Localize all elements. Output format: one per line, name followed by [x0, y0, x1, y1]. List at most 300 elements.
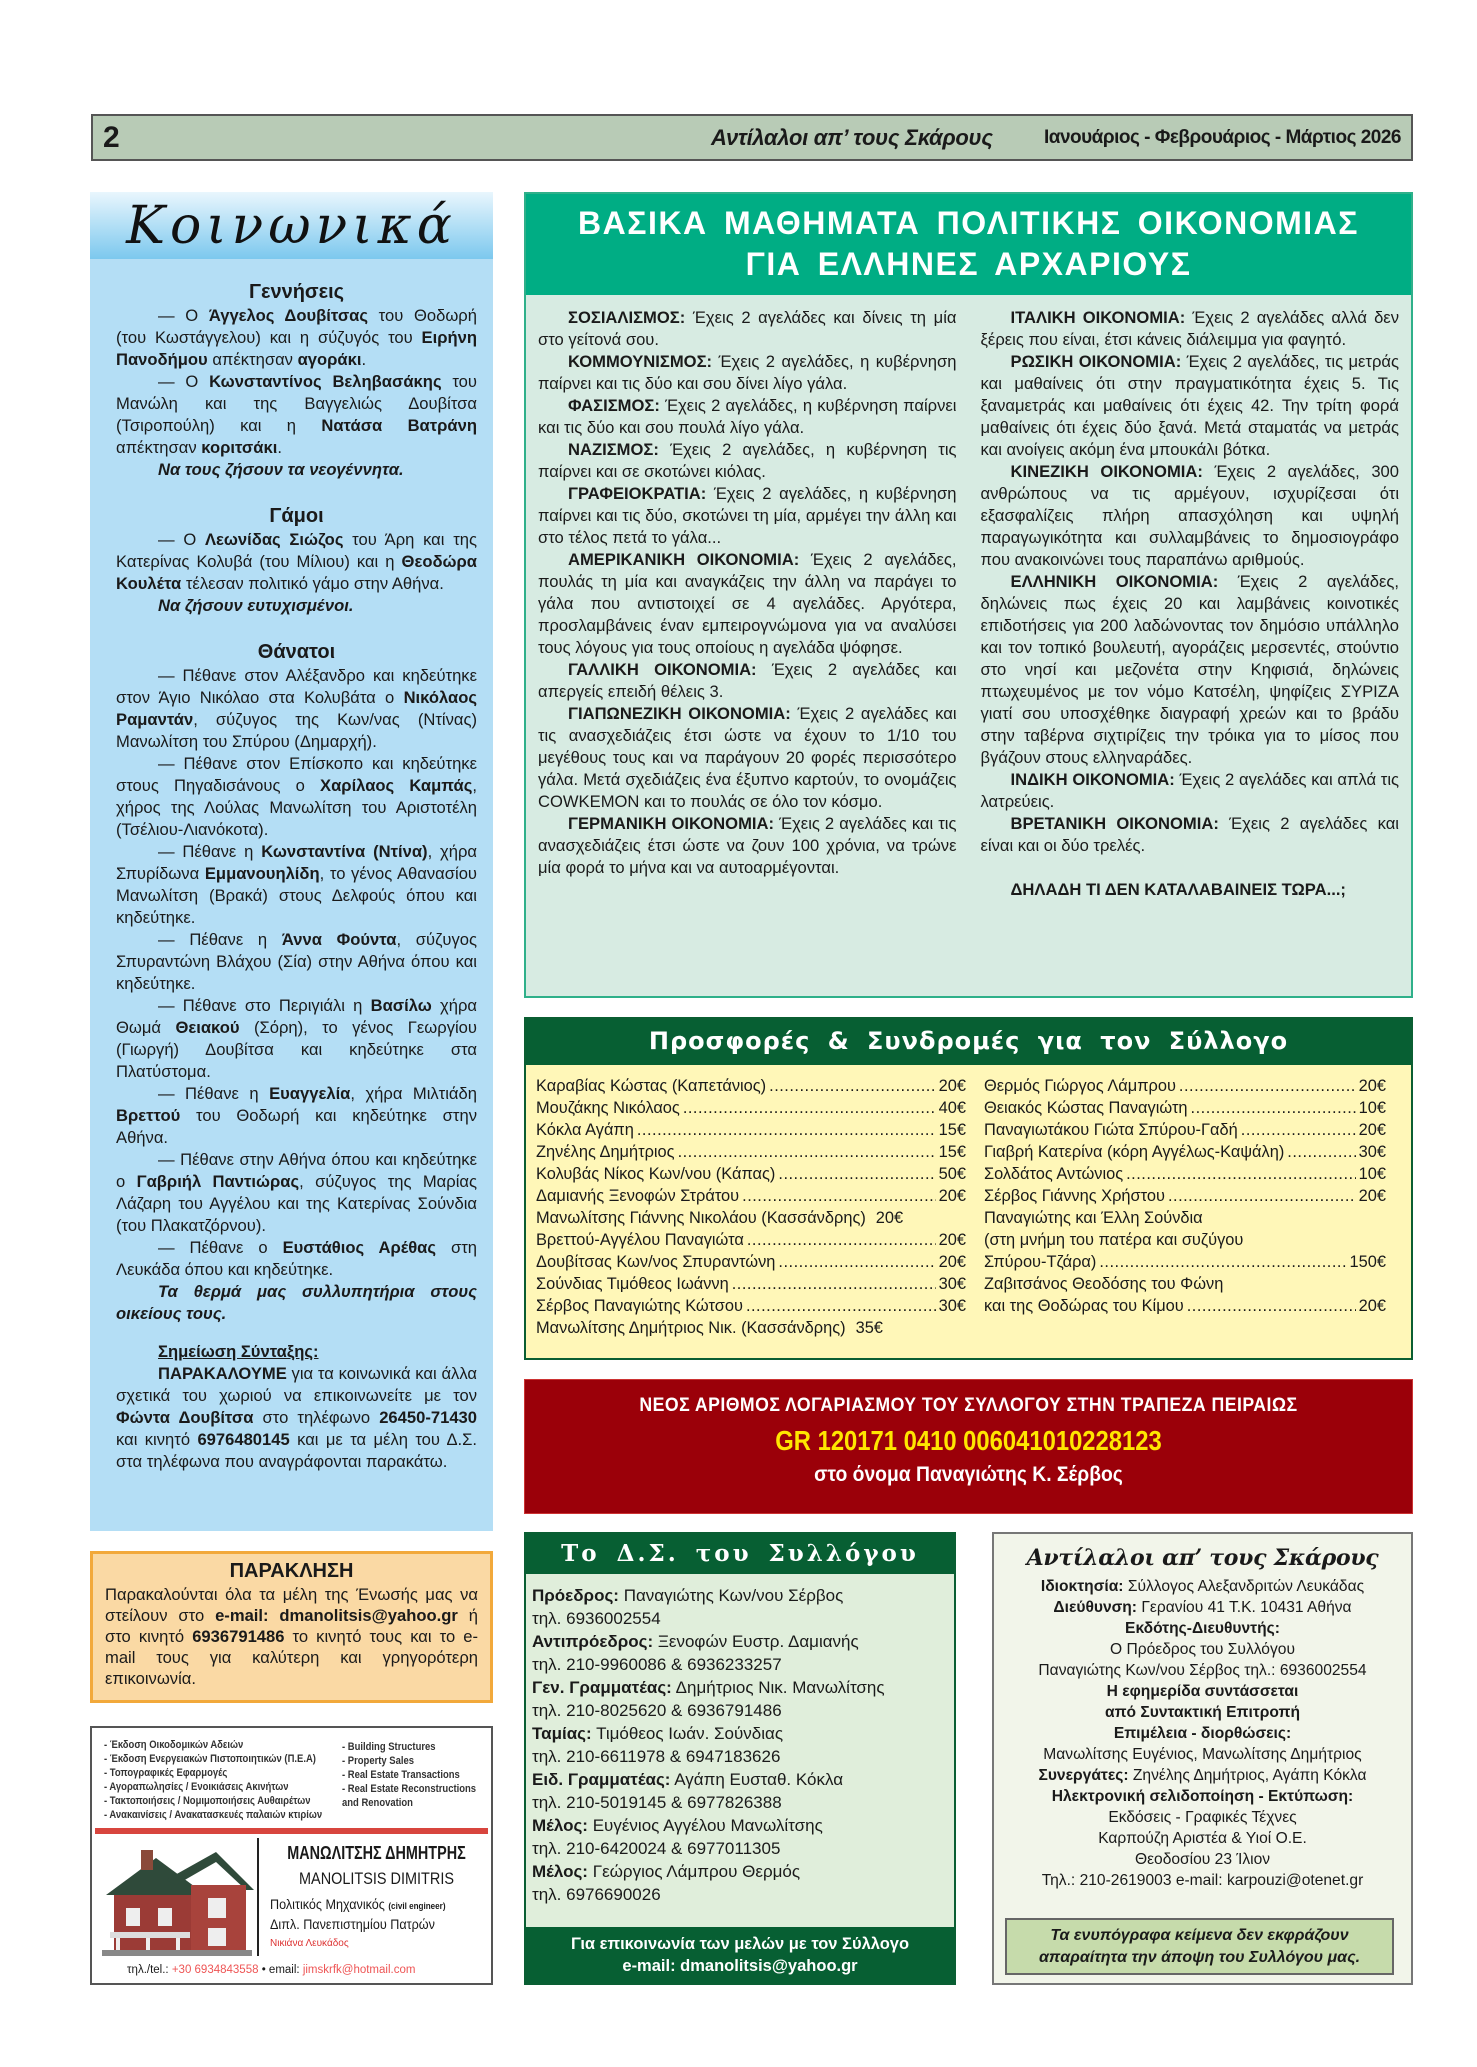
text-segment: Ευαγγελία	[269, 1084, 351, 1103]
member-phone: τηλ. 210-5019145 & 6977826388	[532, 1793, 782, 1812]
donor-name: Σολδάτος Αντώνιος	[984, 1165, 1124, 1183]
section-heading: Θάνατοι	[257, 641, 336, 663]
donation-row	[984, 1075, 1386, 1097]
news-paragraph	[116, 929, 477, 995]
member-phone: τηλ. 6976690026	[532, 1885, 661, 1904]
donor-name: Κόκλα Αγάπη	[536, 1121, 634, 1139]
text-segment: ή στο κινητό	[105, 1606, 478, 1646]
dot-leader	[732, 1273, 936, 1295]
news-paragraph	[116, 1083, 477, 1149]
text-segment: Άγγελος Δουβίτσας	[208, 306, 368, 325]
donor-name: Σούνδιας Τιμόθεος Ιωάννη	[536, 1275, 729, 1293]
text-segment: Νατάσα Βατράνη	[321, 416, 477, 435]
board-member	[532, 1722, 948, 1745]
member-name: Τιμόθεος Ιωάν. Σούνδιας	[596, 1724, 784, 1743]
text-segment: Θεοδοσίου 23 Ίλιον	[1134, 1851, 1271, 1868]
donor-name: Σπύρου-Τζάρα)	[984, 1253, 1097, 1271]
text-segment: Γερανίου 41 Τ.Κ. 10431 Αθήνα	[1137, 1599, 1352, 1616]
donation-amount: 35€	[855, 1319, 883, 1337]
ad-services-greek	[104, 1738, 323, 1822]
donation-amount: 20€	[1358, 1121, 1386, 1139]
request-box	[90, 1551, 493, 1703]
member-phone: τηλ. 210-9960086 & 6936233257	[532, 1655, 782, 1674]
donation-amount: 20€	[1358, 1077, 1386, 1095]
text-segment: Έχεις 2 αγελάδες, πουλάς τη μία και αναγκάζεις την άλλη να παράγει το γάλα που αντιστοιχεί σε 4 αγελάδες. Αργότερα, προσλαμβάνεις έναν εμπειρογνώμονα για να αναλύσει τους λόγους για τους οποίους η αγελάδα ψόφησε.	[538, 550, 957, 657]
board-member	[532, 1630, 948, 1653]
donation-amount: 20€	[1358, 1187, 1386, 1205]
member-name: Δημήτριος Νικ. Μανωλίτσης	[675, 1678, 885, 1697]
ad-email[interactable]: jimskrfk@hotmail.com	[302, 1964, 416, 1976]
dot-leader	[778, 1163, 935, 1185]
text-segment: e-mail: dmanolitsis@yahoo.gr	[215, 1606, 458, 1625]
bank-iban: GR 120171 0410 006041010228123	[775, 1425, 1162, 1456]
economy-paragraph	[538, 483, 957, 549]
donor-name: Μανωλίτσης Γιάννης Νικολάου (Κασσάνδρης)	[536, 1209, 866, 1227]
member-role: Γεν. Γραμματέας:	[532, 1678, 672, 1697]
donation-amount: 30€	[1358, 1143, 1386, 1161]
disclaimer	[1005, 1918, 1394, 1975]
board-box	[524, 1532, 956, 1985]
text-segment: Παναγιώτης Κων/νου Σέρβος τηλ.: 6936002554	[1038, 1662, 1367, 1679]
text-segment: Εκδόσεις - Γραφικές Τέχνες	[1108, 1809, 1297, 1826]
text-segment: — Ο	[158, 530, 205, 549]
text-segment: — Πέθανε στην Αθήνα όπου και κηδεύτηκε ο	[116, 1150, 477, 1191]
donation-row	[984, 1163, 1386, 1185]
masthead-line	[994, 1870, 1411, 1891]
board-member	[532, 1768, 948, 1791]
donation-amount: 10€	[1358, 1165, 1386, 1183]
ad-service-item: - Building Structures	[342, 1741, 436, 1753]
text-segment: Να ζήσουν ευτυχισμένοι.	[158, 596, 354, 615]
ad-contact	[127, 1964, 415, 1976]
text-segment: Κωνσταντίνος Βεληβασάκης	[209, 372, 442, 391]
text-segment: ΡΩΣΙΚΗ ΟΙΚΟΝΟΜΙΑ:	[1010, 352, 1182, 371]
donation-amount: 50€	[938, 1165, 966, 1183]
text-segment: Επιμέλεια - διορθώσεις:	[1113, 1725, 1292, 1742]
text-segment: Διεύθυνση:	[1053, 1599, 1138, 1616]
donations-list-left	[536, 1075, 966, 1339]
bank-holder: στο όνομα Παναγιώτης Κ. Σέρβος	[814, 1463, 1123, 1486]
board-member	[532, 1584, 948, 1607]
masthead-line	[994, 1618, 1411, 1639]
ad-service-item: - Έκδοση Οικοδομικών Αδειών	[104, 1739, 244, 1751]
article-title	[526, 194, 1411, 295]
ad-vertical-divider	[257, 1838, 259, 1956]
member-name: Γεώργιος Λάμπρου Θερμός	[592, 1862, 801, 1881]
ad-service-item: and Renovation	[342, 1797, 413, 1809]
text-segment: 6976480145	[197, 1430, 290, 1449]
news-paragraph	[116, 305, 477, 371]
board-member	[532, 1814, 948, 1837]
text-segment: ΝΑΖΙΣΜΟΣ:	[568, 440, 659, 459]
donation-amount: 30€	[938, 1297, 966, 1315]
article-title-line1: ΒΑΣΙΚΑ ΜΑΘΗΜΑΤΑ ΠΟΛΙΤΙΚΗΣ ΟΙΚΟΝΟΜΙΑΣ	[578, 205, 1359, 241]
text-segment: Άννα Φούντα	[281, 930, 397, 949]
donor-name: Παναγιώτης και Έλλη Σούνδια	[984, 1209, 1203, 1227]
text-segment: Έχεις 2 αγελάδες και τις ανασχεδιάζεις έτσι ώστε να έχουν το 1/10 του μεγέθους τους και να παράγουν 20 φορές περισσότερο γάλα. Μετά σχεδιάζεις ένα έξυπνο καρτούν, το ονομάζεις COWKEMON και το πουλάς σε όλο τον κόσμο.	[538, 704, 957, 811]
donation-amount: 15€	[938, 1143, 966, 1161]
masthead-line	[994, 1849, 1411, 1870]
ad-email-label: • email:	[261, 1964, 300, 1976]
text-segment: τέλεσαν πολιτικό γάμο στην Αθήνα.	[181, 574, 444, 593]
text-segment: (Σόρη), το γένος Γεωργίου (Γιωργή) Δουβίτσα και κηδεύτηκε στα Πλατύστομα.	[116, 1018, 477, 1081]
dot-leader	[1191, 1097, 1356, 1119]
article-column-left	[538, 307, 957, 901]
text-segment: , σύζυγος της Κων/νας (Ντίνας) Μανωλίτση του Σπύρου (Δημαρχή).	[116, 710, 477, 751]
section-gap	[116, 1325, 477, 1341]
donation-row	[536, 1251, 966, 1273]
text-segment: Ιδιοκτησία:	[1040, 1578, 1124, 1595]
ad-service-item: - Τακτοποιήσεις / Νομιμοποιήσεις Αυθαιρέτων	[104, 1795, 311, 1807]
news-paragraph	[116, 995, 477, 1083]
text-segment: ΓΙΑΠΩΝΕΖΙΚΗ ΟΙΚΟΝΟΜΙΑ:	[568, 704, 791, 723]
dot-leader	[778, 1251, 935, 1273]
section-heading: Γεννήσεις	[248, 281, 345, 303]
masthead-line	[994, 1765, 1411, 1786]
text-segment: ΚΙΝΕΖΙΚΗ ΟΙΚΟΝΟΜΙΑ:	[1010, 462, 1203, 481]
text-segment: Θεοδώρα Κουλέτα	[116, 552, 477, 593]
ad-tel[interactable]: +30 6934843558	[171, 1964, 259, 1976]
donor-name: Γιαβρή Κατερίνα (κόρη Αγγέλως-Καψάλη)	[984, 1143, 1285, 1161]
dot-leader	[1241, 1119, 1356, 1141]
donor-name: Μανωλίτσης Δημήτριος Νικ. (Κασσάνδρης)	[536, 1319, 846, 1337]
masthead-line	[994, 1786, 1411, 1807]
article-column-right	[981, 307, 1400, 901]
text-segment: ΒΡΕΤΑΝΙΚΗ ΟΙΚΟΝΟΜΙΑ:	[1010, 814, 1219, 833]
economy-paragraph	[981, 813, 1400, 857]
member-role: Μέλος:	[532, 1816, 588, 1835]
economy-paragraph	[538, 659, 957, 703]
request-text	[105, 1584, 478, 1689]
member-role: Πρόεδρος:	[532, 1586, 619, 1605]
donation-row	[984, 1119, 1386, 1141]
donor-name: Σέρβος Παναγιώτης Κώτσου	[536, 1297, 743, 1315]
text-segment: χήρα Θωμά	[116, 996, 477, 1037]
text-segment: για τα κοινωνικά και άλλα σχετικά του χωριού να επικοινωνείτε με τον	[116, 1364, 477, 1405]
dot-leader	[637, 1119, 936, 1141]
board-title: Το Δ.Σ. του Συλλόγου	[526, 1534, 954, 1574]
disclaimer-line2: απαραίτητα την άποψη του Συλλόγου μας.	[1038, 1949, 1361, 1966]
donor-name: Ζαβιτσάνος Θεοδόσης του Φώνη	[984, 1275, 1224, 1293]
text-segment: Έχεις 2 αγελάδες, η κυβέρνηση παίρνει και τις δύο, σκοτώνει τη μία, αρμέγει την άλλη και στο τέλος πετά το γάλα...	[538, 484, 957, 547]
text-segment: Έχεις 2 αγελάδες και είναι και οι δύο τρελές.	[980, 814, 1399, 855]
masthead-details	[994, 1576, 1411, 1891]
section-heading: Γάμοι	[269, 505, 324, 527]
news-paragraph	[116, 595, 477, 617]
bank-account-banner	[524, 1379, 1413, 1514]
donation-row	[984, 1207, 1386, 1229]
economy-paragraph	[538, 439, 957, 483]
ad-profession-text: Πολιτικός Μηχανικός	[270, 1896, 385, 1912]
economy-paragraph	[538, 813, 957, 879]
economy-paragraph	[981, 571, 1400, 769]
economy-paragraph	[538, 549, 957, 659]
board-footer-email[interactable]: e-mail: dmanolitsis@yahoo.gr	[622, 1957, 858, 1975]
economics-lessons-article	[524, 192, 1413, 998]
engineer-advertisement	[90, 1726, 493, 1985]
newspaper-title: Αντίλαλοι απ’ τους Σκάρους	[711, 124, 993, 150]
economy-paragraph	[538, 307, 957, 351]
text-segment: , σύζυγος Σπυραντώνη Βλάχου (Σία) στην Αθήνα όπου και κηδεύτηκε.	[116, 930, 477, 993]
member-phone: τηλ. 6936002554	[532, 1609, 661, 1628]
text-segment: και κινητό	[116, 1430, 198, 1449]
donations-box	[524, 1017, 1413, 1360]
text-segment: , σύζυγος της Μαρίας Λάζαρη του Αγγέλου και της Κατερίνας Σούνδια (του Πλακατζόρνου).	[116, 1172, 477, 1235]
text-segment: ΙΝΔΙΚΗ ΟΙΚΟΝΟΜΙΑ:	[1010, 770, 1175, 789]
text-segment: 6936791486	[192, 1627, 285, 1646]
news-paragraph	[116, 1281, 477, 1325]
ad-service-item: - Έκδοση Ενεργειακών Πιστοποιητικών (Π.Ε.Α)	[104, 1753, 316, 1765]
dot-leader	[1187, 1295, 1356, 1317]
member-phone: τηλ. 210-6611978 & 6947183626	[532, 1747, 781, 1766]
board-footer-text: Για επικοινωνία των μελών με τον Σύλλογο	[570, 1935, 910, 1953]
donation-amount: 20€	[875, 1209, 904, 1227]
text-segment: — Πέθανε στον Επίσκοπο και κηδεύτηκε στους Πηγαδισάνους ο	[116, 754, 477, 795]
donation-row	[536, 1207, 966, 1229]
text-segment: Εκδότης-Διευθυντής:	[1125, 1620, 1280, 1637]
text-segment: Η εφημερίδα συντάσσεται	[1106, 1683, 1299, 1700]
donor-name: Σέρβος Γιάννης Χρήστου	[984, 1187, 1165, 1205]
donation-row	[536, 1185, 966, 1207]
text-segment: Ηλεκτρονική σελιδοποίηση - Εκτύπωση:	[1051, 1788, 1354, 1805]
ad-tel-label: τηλ./tel.:	[127, 1964, 169, 1976]
board-footer	[526, 1927, 954, 1983]
text-segment: — Πέθανε στο Περιγιάλι η	[158, 996, 371, 1015]
donation-row	[536, 1075, 966, 1097]
ad-service-item: - Real Estate Transactions	[342, 1769, 460, 1781]
ad-profession-en: (civil engineer)	[388, 1901, 446, 1911]
ad-service-item: - Ανακαινίσεις / Ανακατασκευές παλαιών κτιρίων	[104, 1809, 323, 1821]
text-segment: — Πέθανε στον Αλέξανδρο και κηδεύτηκε στον Άγιο Νικόλαο στα Κολυβάτα ο	[116, 666, 477, 707]
masthead-line	[994, 1597, 1411, 1618]
text-segment: Σημείωση Σύνταξης:	[158, 1342, 319, 1361]
text-segment: Χαρίλαος Καμπάς	[320, 776, 473, 795]
donation-row	[536, 1273, 966, 1295]
donation-row	[984, 1141, 1386, 1163]
text-segment: του Θοδωρή και κηδεύτηκε στην Αθήνα.	[116, 1106, 477, 1147]
masthead-line	[994, 1723, 1411, 1744]
economy-paragraph	[538, 703, 957, 813]
economy-paragraph	[538, 351, 957, 395]
masthead-line	[994, 1681, 1411, 1702]
news-paragraph	[116, 1149, 477, 1237]
donor-name: Καραβίας Κώστας (Καπετάνιος)	[536, 1077, 767, 1095]
economy-paragraph	[981, 769, 1400, 813]
donor-name: Δουβίτσας Κων/νος Σπυραντώνη	[536, 1253, 776, 1271]
economy-paragraph	[981, 307, 1400, 351]
text-segment: από Συντακτική Επιτροπή	[1105, 1704, 1300, 1721]
donation-row	[984, 1295, 1386, 1317]
donation-amount: 20€	[938, 1187, 966, 1205]
donor-name: Θειακός Κώστας Παναγιώτη	[984, 1099, 1188, 1117]
disclaimer-line1: Τα ενυπόγραφα κείμενα δεν εκφράζουν	[1050, 1927, 1349, 1944]
text-segment: , το γένος Αθανασίου Μανωλίτση (Βρακά) στους Δελφούς όπου και κηδεύτηκε.	[116, 864, 477, 927]
text-segment: Γαβριήλ Παντιώρας	[136, 1172, 300, 1191]
member-phone: τηλ. 210-8025620 & 6936791486	[532, 1701, 782, 1720]
masthead-line	[994, 1828, 1411, 1849]
donation-amount: 15€	[938, 1121, 966, 1139]
text-segment: Έχεις 2 αγελάδες και απλά τις λατρεύεις.	[980, 770, 1399, 811]
member-role: Ταμίας:	[532, 1724, 592, 1743]
issue-date: Ιανουάριος - Φεβρουάριος - Μάρτιος 2026	[1043, 126, 1401, 148]
donation-amount: 20€	[938, 1253, 966, 1271]
donation-row	[536, 1163, 966, 1185]
donation-row	[984, 1273, 1386, 1295]
text-segment: ΣΟΣΙΑΛΙΣΜΟΣ:	[568, 308, 686, 327]
text-segment: Σύλλογος Αλεξανδριτών Λευκάδας	[1123, 1578, 1365, 1595]
text-segment: Έχεις 2 αγελάδες και δίνεις τη μία στο γείτονά σου.	[538, 308, 957, 349]
dot-leader	[683, 1097, 936, 1119]
text-segment: Έχεις 2 αγελάδες, η κυβέρνηση παίρνει και τις δύο και σου δίνει λίγο γάλα.	[538, 352, 957, 393]
dot-leader	[1099, 1251, 1346, 1273]
text-segment: ΚΟΜΜΟΥΝΙΣΜΟΣ:	[568, 352, 713, 371]
text-segment: Κωνσταντίνα (Ντίνα)	[261, 842, 428, 861]
request-title: ΠΑΡΑΚΛΗΣΗ	[229, 1560, 354, 1582]
dot-leader	[769, 1075, 936, 1097]
news-paragraph	[116, 665, 477, 753]
text-segment: , χήρος της Λούλας Μανωλίτση του Αριστοτέλη (Τσέλιου-Λιανόκοτα).	[116, 776, 477, 839]
masthead-line	[994, 1807, 1411, 1828]
text-segment: — Πέθανε η	[158, 1084, 270, 1103]
donor-name: Ζηνέλης Δημήτριος	[536, 1143, 675, 1161]
economy-paragraph	[538, 395, 957, 439]
donor-name: Βρεττού-Αγγέλου Παναγιώτα	[536, 1231, 744, 1249]
text-segment: Έχεις 2 αγελάδες, η κυβέρνηση παίρνει και τις δύο και σου πουλά λίγο γάλα.	[538, 396, 957, 437]
text-segment: — Πέθανε η	[158, 842, 262, 861]
economy-paragraph	[981, 461, 1400, 571]
text-segment: .	[277, 438, 282, 457]
news-paragraph	[116, 371, 477, 459]
bank-headline: ΝΕΟΣ ΑΡΙΘΜΟΣ ΛΟΓΑΡΙΑΣΜΟΥ ΤΟΥ ΣΥΛΛΟΓΟΥ ΣΤΗΝ ΤΡΑΠΕΖΑ ΠΕΙΡΑΙΩΣ	[639, 1395, 1298, 1416]
donation-row	[536, 1317, 966, 1339]
text-segment: και με τα μέλη του Δ.Σ. στα τηλέφωνα που αναγράφονται παρακάτω.	[116, 1430, 478, 1471]
donation-row	[536, 1119, 966, 1141]
donation-row	[536, 1229, 966, 1251]
donor-name: και της Θοδώρας του Κίμου	[984, 1297, 1184, 1315]
spacer	[846, 1317, 856, 1339]
text-segment: απέκτησαν	[207, 350, 298, 369]
ad-name-english: MANOLITSIS DIMITRIS	[299, 1869, 454, 1888]
ad-service-item: - Real Estate Reconstructions	[342, 1783, 477, 1795]
donations-title: Προσφορές & Συνδρομές για τον Σύλλογο	[526, 1019, 1411, 1065]
text-segment: του Μανώλη και της Βαγγελιώς Δουβίτσα (Τσιροπούλη) και η	[116, 372, 477, 435]
article-title-line2: ΓΙΑ ΕΛΛΗΝΕΣ ΑΡΧΑΡΙΟΥΣ	[745, 246, 1192, 282]
text-segment: Ο Πρόεδρος του Συλλόγου	[1110, 1641, 1295, 1658]
ad-profession	[270, 1896, 446, 1912]
dot-leader	[1168, 1185, 1356, 1207]
text-segment: Μανωλίτσης Ευγένιος, Μανωλίτσης Δημήτριος	[1043, 1746, 1362, 1763]
text-segment: Έχεις 2 αγελάδες και τις ανασχεδιάζεις έτσι ώστε να ζουν 100 χρόνια, να τρώνε μία φορά το μήνα και να αυτοαρμέγονται.	[538, 814, 957, 877]
donation-row	[984, 1229, 1386, 1251]
donation-row	[984, 1097, 1386, 1119]
ad-services-english	[342, 1740, 477, 1810]
masthead-line	[994, 1744, 1411, 1765]
news-paragraph	[116, 841, 477, 929]
text-segment: στη Λευκάδα όπου και κηδεύτηκε.	[116, 1238, 477, 1279]
donor-name: (στη μνήμη του πατέρα και συζύγου	[984, 1231, 1244, 1249]
donor-name: Θερμός Γιώργος Λάμπρου	[984, 1077, 1176, 1095]
text-segment: ΓΡΑΦΕΙΟΚΡΑΤΙΑ:	[568, 484, 707, 503]
text-segment: Τηλ.: 210-2619003 e-mail: karpouzi@otenet.gr	[1041, 1872, 1364, 1889]
text-segment: — Πέθανε η	[158, 930, 282, 949]
member-name: Ξενοφών Ευστρ. Δαμιανής	[657, 1632, 859, 1651]
donation-amount: 30€	[938, 1275, 966, 1293]
text-segment: ΓΑΛΛΙΚΗ ΟΙΚΟΝΟΜΙΑ:	[568, 660, 757, 679]
text-segment: ΓΕΡΜΑΝΙΚΗ ΟΙΚΟΝΟΜΙΑ:	[568, 814, 775, 833]
donor-name: Κολυβάς Νίκος Κων/νου (Κάπας)	[536, 1165, 776, 1183]
house-icon	[96, 1840, 256, 1958]
ad-location: Νικιάνα Λευκάδος	[270, 1938, 349, 1949]
section-gap	[116, 481, 477, 497]
text-segment: Έχεις 2 αγελάδες και απεργείς επειδή θέλεις 3.	[538, 660, 957, 701]
news-paragraph	[116, 1363, 477, 1473]
article-closing: ΔΗΛΑΔΗ ΤΙ ΔΕΝ ΚΑΤΑΛΑΒΑΙΝΕΙΣ ΤΩΡΑ...;	[1010, 880, 1346, 899]
text-segment: Παρακαλούνται όλα τα μέλη της Ένωσής μας να στείλουν στο	[105, 1585, 478, 1625]
ad-service-item: - Τοπογραφικές Εφαρμογές	[104, 1767, 228, 1779]
ad-service-item: - Αγοραπωλησίες / Ενοικιάσεις Ακινήτων	[104, 1781, 289, 1793]
social-news-box	[90, 192, 493, 1531]
donor-name: Μουζάκης Νικόλαος	[536, 1099, 680, 1117]
donor-name: Παναγιωτάκου Γιώτα Σπύρου-Γαδή	[984, 1121, 1238, 1139]
news-paragraph	[116, 529, 477, 595]
donation-row	[536, 1141, 966, 1163]
dot-leader	[1287, 1141, 1355, 1163]
board-member	[532, 1860, 948, 1883]
text-segment: Λεωνίδας Σιώζος	[204, 530, 344, 549]
donations-list-right	[966, 1075, 1386, 1339]
donation-amount: 20€	[938, 1077, 966, 1095]
dot-leader	[1179, 1075, 1356, 1097]
text-segment: , χήρα Σπυρίδωνα	[116, 842, 477, 883]
donation-row	[536, 1097, 966, 1119]
text-segment: Ευστάθιος Αρέθας	[282, 1238, 437, 1257]
page-header	[91, 114, 1413, 161]
ad-service-item: - Property Sales	[342, 1755, 415, 1767]
text-segment: στο τηλέφωνο	[253, 1408, 380, 1427]
text-segment: του Άρη και της Κατερίνας Κολυβά (του Μίλιου) και η	[116, 530, 477, 571]
text-segment: 26450-71430	[379, 1408, 477, 1427]
text-segment: Βασίλω	[370, 996, 432, 1015]
text-segment: .	[361, 350, 367, 369]
text-segment: απέκτησαν	[116, 438, 202, 457]
dot-leader	[747, 1229, 936, 1251]
section-gap	[116, 617, 477, 633]
text-segment: Ειρήνη Πανοδήμου	[116, 328, 477, 369]
text-segment: ΦΑΣΙΣΜΟΣ:	[568, 396, 660, 415]
member-phone: τηλ. 210-6420024 & 6977011305	[532, 1839, 781, 1858]
news-paragraph	[116, 753, 477, 841]
page-number: 2	[103, 120, 120, 154]
dot-leader	[1126, 1163, 1356, 1185]
donation-amount: 20€	[1358, 1297, 1386, 1315]
member-name: Παναγιώτης Κων/νου Σέρβος	[623, 1586, 844, 1605]
text-segment: Έχεις 2 αγελάδες αλλά δεν ξέρεις που είναι, έτσι κάνεις διάλειμμα για φαγητό.	[980, 308, 1399, 349]
text-segment: αγοράκι	[297, 350, 362, 369]
economy-paragraph	[981, 351, 1400, 461]
text-segment: του Θοδωρή (του Κωστάγγελου) και η σύζυγός του	[116, 306, 477, 347]
text-segment: Έχεις 2 αγελάδες, η κυβέρνηση τις παίρνει και σε σκοτώνει κιόλας.	[538, 440, 957, 481]
text-segment: το κινητό τους και το e-mail τους για καλύτερη και γρηγορότερη επικοινωνία.	[105, 1627, 478, 1688]
text-segment: — Ο	[158, 372, 210, 391]
text-segment: Βρεττού	[116, 1106, 181, 1125]
text-segment: ΑΜΕΡΙΚΑΝΙΚΗ ΟΙΚΟΝΟΜΙΑ:	[568, 550, 800, 569]
donation-amount: 20€	[938, 1231, 966, 1249]
ad-divider	[95, 1828, 488, 1834]
social-news-body	[90, 259, 493, 1473]
member-role: Μέλος:	[532, 1862, 588, 1881]
text-segment: , χήρα Μιλτιάδη	[350, 1084, 477, 1103]
member-role: Ειδ. Γραμματέας:	[532, 1770, 671, 1789]
